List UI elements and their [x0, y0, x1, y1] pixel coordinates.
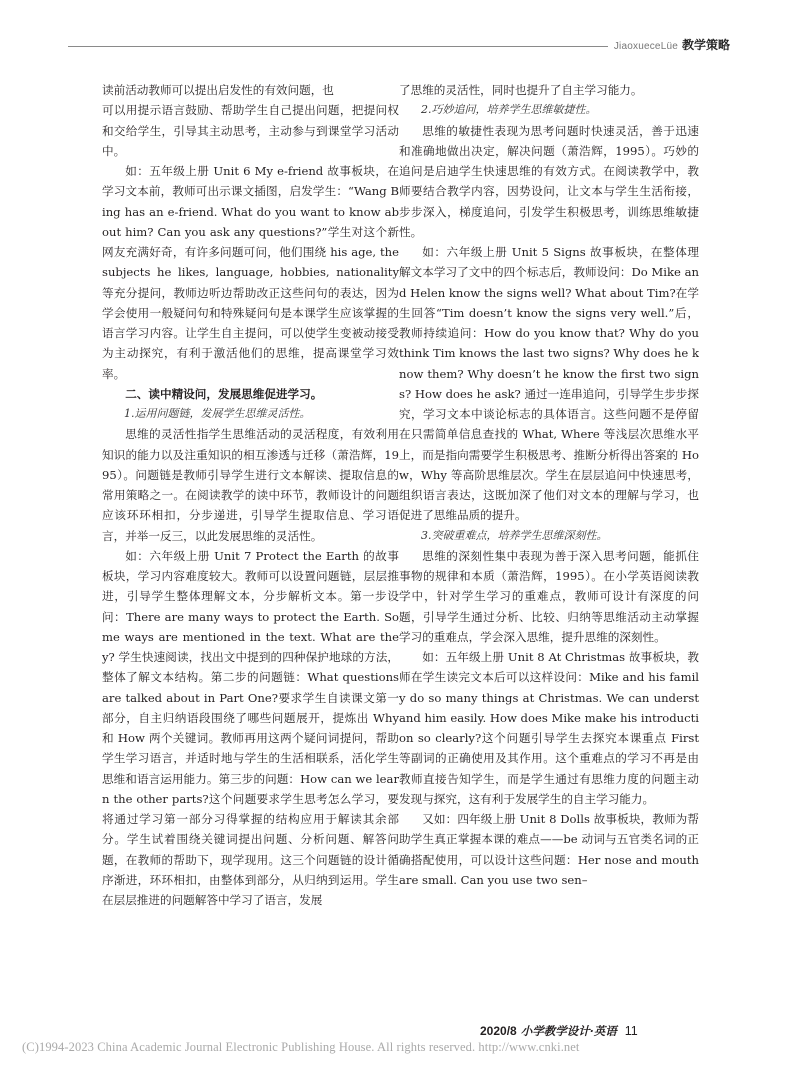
paragraph: 思维的灵活性指学生思维活动的灵活程度，有效利用知识的能力以及注重知识的相互渗透与迁移（萧浩辉，1995）。问题链是教师引导学生进行文本解读、提取信息的常用策略之一。在阅读教学的读中环节，教师设计的问题应该环环相扣，分步递进，引导学生提取信息、学习语言，并举一反三，以此发展思维的灵活性。 — [102, 427, 399, 543]
paragraph: 可以用提示语言鼓励、帮助学生自己提出问题，把提问权和交给学生，引导其主动思考，主动参与到课堂学习活动中。 — [102, 103, 399, 158]
paragraph: 如：六年级上册 Unit 5 Signs 故事板块，在整体理解文本学习了文中的四个标志后，教师设问：Do Mike and Helen know the signs well? What about Tim?在学生回答“Tim doesn’t know the signs very well.”后，教师持续追问：How do you know that? Why do you think Tim knows the last two signs? Why does he know them? Why doesn’t he know the first two signs? How does he ask? 通过一连串追问，引导学生步步探究，学习文本中谈论标志的具体语言。这些问题不是停留在只需简单信息查找的 What, Where 等浅层次思维水平上，而是指向需要学生积极思考、推断分析得出答案的 How，Why 等高阶思维层次。学生在层层追问中快速思考，组织语言表达，这既加深了他们对文本的理解与学习，也促进了思维品质的提升。 — [399, 245, 699, 523]
page-footer — [480, 1023, 638, 1040]
paragraph: 思维的深刻性集中表现为善于深入思考问题，能抓住事物的规律和本质（萧浩辉，1995）。在小学英语阅读教学中，针对学生学习的重难点，教师可设计有深度的问题，引导学生通过分析、比较、归纳等思维活动主动掌握学习的重难点，学会深入思维，提升思维的深刻性。 — [399, 548, 699, 644]
subsection-heading: 1.运用问题链，发展学生思维灵活性。 — [124, 407, 311, 420]
paragraph: 读前活动教师可以提出启发性的有效问题，也 — [102, 83, 334, 97]
paragraph: 如：五年级上册 Unit 6 My e-friend 故事板块，在学习文本前，教师可出示课文插图，启发学生：“Wang Bing has an e-friend. What do you want to know about him? Can you ask any questions?”学生对这个新网友充满好奇，有许多问题可问，他们围绕 his age, the subjects he likes, language, hobbies, nationality 等充分提问，教师边听边帮助改正这些问句的表达，因为学会使用一般疑问句和特殊疑问句是本课学生应该掌握的语言学习内容。让学生自主提问，可以使学生变被动接受为主动探究，有利于激活他们的思维，提高课堂学习效率。 — [102, 164, 399, 381]
paragraph: 如：五年级上册 Unit 8 At Christmas 故事板块，教师在学生读完文本后可以这样设问：Mike and his family do so many things at Christmas. We can understand him easily. How does Mike make his introduction so clearly?这个问题引导学生去探究本课重点 First 等副词的正确使用及其作用。这个重难点的学习不再是由教师直接告知学生，而是学生通过有思维力度的问题主动发现与探究，这有利于发展学生的自主学习能力。 — [399, 650, 699, 806]
subsection-heading: 3.突破重难点，培养学生思维深刻性。 — [421, 528, 608, 542]
right-column — [399, 80, 699, 1015]
section-heading: 二、读中精设问，发展思维促进学习。 — [125, 386, 323, 401]
header-section-title: 教学策略 — [681, 38, 730, 52]
paragraph: 又如：四年级上册 Unit 8 Dolls 故事板块，教师为帮助学生真正掌握本课的难点——be 动词与五官类名词的正确搭配使用，可以设计这些问题：Her nose and mouth are small. Can you use two sen– — [399, 812, 699, 887]
header-pinyin: JiaoxueceLüe — [613, 41, 678, 52]
copyright-notice: (C)1994-2023 China Academic Journal Electronic Publishing House. All rights reserved. http://www.cnki.net — [22, 1040, 580, 1054]
journal-name: 小学教学设计·英语 — [520, 1024, 617, 1038]
left-column — [102, 80, 399, 1015]
paragraph: 思维的敏捷性表现为思考问题时快速灵活，善于迅速和准确地做出决定，解决问题（萧浩辉，1995）。巧妙的追问是启迪学生快速思维的有效方式。在阅读教学中，教师要结合教学内容，因势设问，让文本与学生生活衔接，步步深入，梯度追问，引发学生积极思考，训练思维敏捷性。 — [399, 123, 699, 239]
subsection-heading: 2.巧妙追问，培养学生思维敏捷性。 — [421, 103, 597, 117]
running-header — [608, 37, 730, 55]
page-number: 11 — [624, 1024, 638, 1038]
paragraph: 了思维的灵活性，同时也提升了自主学习能力。 — [399, 83, 643, 97]
paragraph: 如：六年级上册 Unit 7 Protect the Earth 的故事板块，学习内容难度较大。教师可以设置问题链，层层推进，引导学生整体理解文本，分步解析文本。第一步设问：There are many ways to protect the Earth. Some ways are mentioned in the text. What are they? 学生快速阅读，找出文中提到的四种保护地球的方法，整体了解文本结构。第二步的问题链：What questions are talked about in Part One?要求学生自读课文第一部分，自主归纳语段围绕了哪些问题展开，提炼出 Why 和 How 两个关键词。教师再用这两个疑问词提问，帮助学生学习语言，并适时地与学生的生活相联系，活化学生思维和语言运用能力。第三步的问题：How can we learn the other parts?这个问题要求学生思考怎么学习，要将通过学习第一部分习得掌握的结构应用于解读其余部分。学生试着围绕关键词提出问题、分析问题、解答问题，在教师的帮助下，现学现用。这三个问题链的设计循序渐进，环环相扣，由整体到部分，从归纳到运用。学生在层层推进的问题解答中学习了语言，发展 — [102, 548, 399, 907]
issue-date: 2020/8 — [480, 1024, 517, 1038]
